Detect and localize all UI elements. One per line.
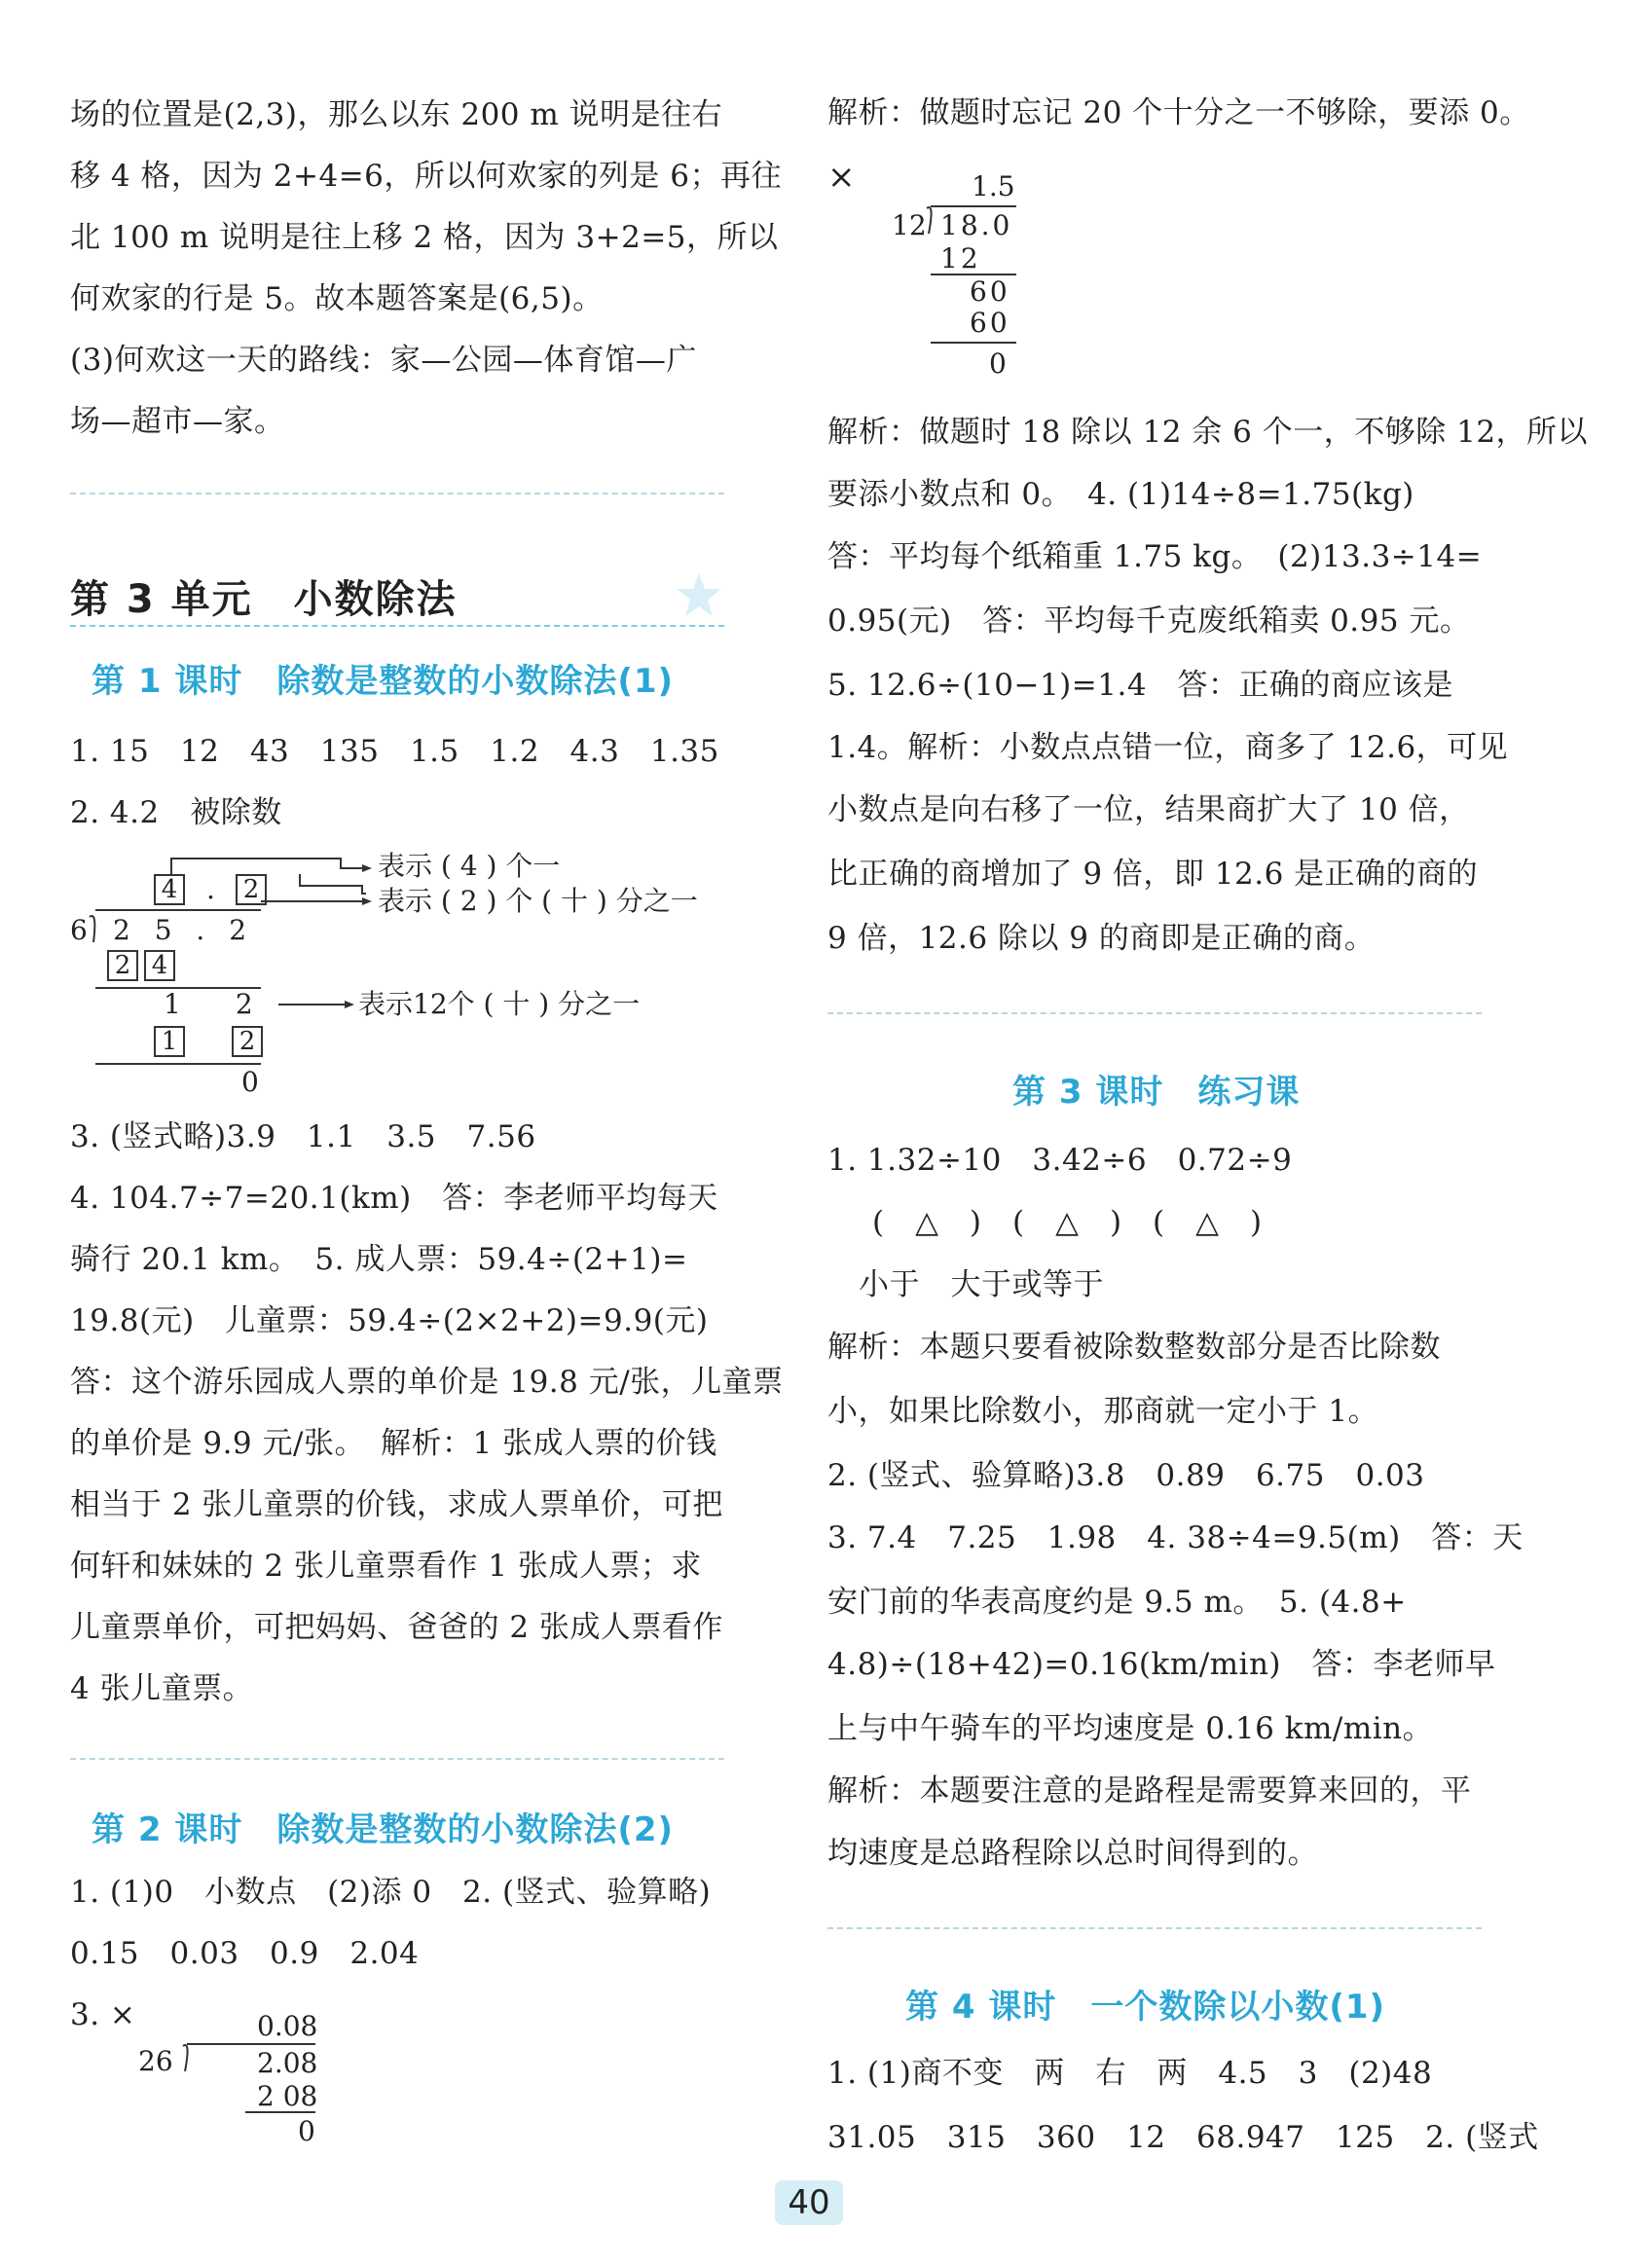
unit-underline (70, 625, 724, 627)
product-box: 4 (144, 950, 175, 981)
text-line: 3. 7.4 7.25 1.98 4. 38÷4=9.5(m) 答：天 (827, 1520, 1524, 1555)
long-division-12 (892, 171, 1086, 385)
text-line: 小数点是向右移了一位，结果商扩大了 10 倍， (827, 792, 1470, 827)
text-line: 4.8)÷(18+42)=0.16(km/min) 答：李老师早 (827, 1647, 1496, 1682)
text-line: 比正确的商增加了 9 倍，即 12.6 是正确的商的 (827, 857, 1479, 892)
text-line: 的单价是 9.9 元/张。 解析：1 张成人票的价钱 (70, 1426, 717, 1461)
divisor: 12 (892, 209, 927, 241)
remainder: 1 2 (164, 988, 253, 1020)
text-line: 何欢家的行是 5。故本题答案是(6,5)。 (70, 281, 604, 316)
dividend: 18.0 (940, 209, 1013, 241)
product: 12 (940, 242, 981, 274)
text-line: 5. 12.6÷(10−1)=1.4 答：正确的商应该是 (827, 668, 1454, 703)
section-separator (827, 1012, 1482, 1014)
quotient-box: 2 (236, 874, 267, 905)
text-line: ( △ ) ( △ ) ( △ ) (872, 1205, 1263, 1240)
text-line: 1. (1)0 小数点 (2)添 0 2. (竖式、验算略) (70, 1875, 712, 1910)
divisor: 26 (138, 2045, 173, 2077)
text-line: 场的位置是(2,3)，那么以东 200 m 说明是往右 (70, 97, 723, 132)
text-line: 3. × (70, 1997, 136, 2032)
quotient: 0.08 (257, 2010, 318, 2042)
text-line: 19.8(元) 儿童票：59.4÷(2×2+2)=9.9(元) (70, 1303, 709, 1338)
text-line: 何轩和妹妹的 2 张儿童票看作 1 张成人票；求 (70, 1549, 702, 1584)
text-line: 2. 4.2 被除数 (70, 795, 282, 830)
text-line: 解析：本题要注意的是路程是需要算来回的，平 (827, 1773, 1472, 1809)
section-separator (70, 1758, 724, 1760)
page-number: 40 (775, 2180, 843, 2225)
final-remainder: 0 (241, 1066, 259, 1098)
section-separator (70, 493, 724, 494)
text-line: 4 张儿童票。 (70, 1671, 254, 1706)
text-line: (3)何欢这一天的路线：家—公园—体育馆—广 (70, 343, 697, 378)
text-line: 9 倍，12.6 除以 9 的商即是正确的商。 (827, 921, 1376, 956)
text-line: 0.15 0.03 0.9 2.04 (70, 1936, 420, 1971)
long-division-26 (138, 2011, 333, 2157)
text-line: 儿童票单价，可把妈妈、爸爸的 2 张成人票看作 (70, 1610, 723, 1645)
lesson-title-2: 第 2 课时 除数是整数的小数除法(2) (92, 1810, 675, 1849)
product: 60 (970, 307, 1010, 339)
text-line: 0.95(元) 答：平均每千克废纸箱卖 0.95 元。 (827, 603, 1471, 639)
lesson-title-1: 第 1 课时 除数是整数的小数除法(1) (92, 662, 675, 701)
text-line: 1. 1.32÷10 3.42÷6 0.72÷9 (827, 1143, 1293, 1178)
product-box: 1 (154, 1026, 185, 1057)
text-line: 1.4。解析：小数点点错一位，商多了 12.6，可见 (827, 730, 1509, 765)
product-box: 2 (107, 950, 138, 981)
remainder: 0 (298, 2115, 315, 2147)
text-line: 安门前的华表高度约是 9.5 m。 5. (4.8+ (827, 1585, 1407, 1620)
text-line: 31.05 315 360 12 68.947 125 2. (竖式 (827, 2120, 1539, 2155)
text-line: 小，如果比除数小，那商就一定小于 1。 (827, 1394, 1379, 1429)
text-line: 答：这个游乐园成人票的单价是 19.8 元/张，儿童票 (70, 1365, 784, 1400)
star-icon (674, 570, 724, 621)
long-division-diagram (70, 847, 732, 1100)
text-line: 均速度是总路程除以总时间得到的。 (827, 1836, 1318, 1871)
text-line: 移 4 格，因为 2+4=6，所以何欢家的列是 6；再往 (70, 159, 782, 194)
final-remainder: 0 (989, 347, 1007, 380)
text-line: 骑行 20.1 km。 5. 成人票：59.4÷(2+1)= (70, 1242, 688, 1277)
section-separator (827, 1927, 1482, 1929)
annotation-tenths: 表示 ( 2 ) 个 ( 十 ) 分之一 (378, 885, 698, 917)
quotient-dot: . (206, 873, 215, 905)
divisor: 6 (70, 914, 88, 946)
text-line: 解析：做题时 18 除以 12 余 6 个一，不够除 12，所以 (827, 415, 1589, 450)
annotation-ones: 表示 ( 4 ) 个一 (378, 850, 561, 882)
text-line: 解析：做题时忘记 20 个十分之一不够除，要添 0。 (827, 95, 1530, 130)
lesson-title-4: 第 4 课时 一个数除以小数(1) (905, 1988, 1386, 2027)
text-line: 2. (竖式、验算略)3.8 0.89 6.75 0.03 (827, 1458, 1425, 1493)
dividend: 2 5 . 2 (113, 914, 255, 946)
text-line: 解析：本题只要看被除数整数部分是否比除数 (827, 1330, 1441, 1365)
text-line: 1. 15 12 43 135 1.5 1.2 4.3 1.35 (70, 734, 719, 769)
text-line: 4. 104.7÷7=20.1(km) 答：李老师平均每天 (70, 1181, 718, 1216)
text-line: 相当于 2 张儿童票的价钱，求成人票单价，可把 (70, 1487, 723, 1522)
annotation-twelve-tenths: 表示12个 ( 十 ) 分之一 (358, 988, 641, 1020)
lesson-title-3: 第 3 课时 练习课 (1012, 1073, 1301, 1112)
wrong-mark: × (827, 158, 856, 197)
quotient: 1.5 (972, 170, 1015, 202)
text-line: 北 100 m 说明是往上移 2 格，因为 3+2=5，所以 (70, 220, 779, 255)
text-line: 要添小数点和 0。 4. (1)14÷8=1.75(kg) (827, 477, 1414, 512)
text-line: 答：平均每个纸箱重 1.75 kg。 (2)13.3÷14= (827, 539, 1483, 574)
remainder: 60 (970, 275, 1010, 308)
dividend: 2.08 (257, 2047, 318, 2079)
text-line: 上与中午骑车的平均速度是 0.16 km/min。 (827, 1711, 1434, 1746)
product-box: 2 (232, 1026, 263, 1057)
text-line: 场—超市—家。 (70, 404, 285, 439)
quotient-box: 4 (154, 874, 185, 905)
unit-title: 第 3 单元 小数除法 (70, 577, 458, 622)
product: 2 08 (257, 2080, 318, 2112)
text-line: 3. (竖式略)3.9 1.1 3.5 7.56 (70, 1119, 536, 1154)
text-line: 1. (1)商不变 两 右 两 4.5 3 (2)48 (827, 2056, 1433, 2091)
text-line: 小于 大于或等于 (859, 1267, 1104, 1302)
